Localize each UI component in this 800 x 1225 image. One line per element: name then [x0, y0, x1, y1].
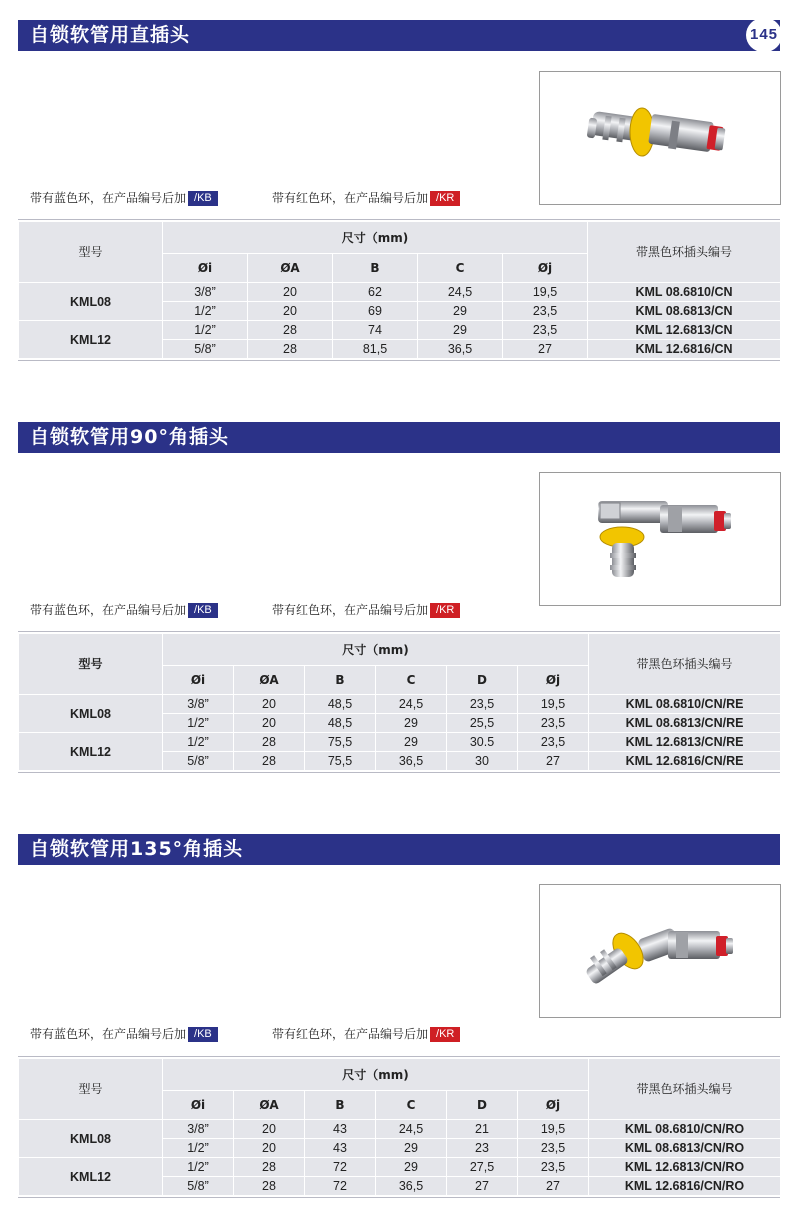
header-model: 型号: [19, 222, 163, 283]
section-title: 自锁软管用90°角插头: [30, 426, 229, 448]
dimension-cell: 3/8”: [163, 283, 248, 302]
section-title: 自锁软管用135°角插头: [30, 838, 244, 860]
dimension-cell: 29: [376, 714, 447, 733]
dimension-cell: 28: [248, 321, 333, 340]
dimension-cell: 23,5: [503, 302, 588, 321]
dimension-cell: 75,5: [305, 752, 376, 771]
header-dimensions: 尺寸（mm): [163, 1059, 589, 1091]
dimension-cell: 48,5: [305, 695, 376, 714]
dimension-cell: 27,5: [447, 1158, 518, 1177]
dimension-cell: 21: [447, 1120, 518, 1139]
dimension-cell: 29: [418, 302, 503, 321]
dimension-cell: 27: [518, 752, 589, 771]
column-header: Øi: [163, 1091, 234, 1120]
table-header-row: [19, 634, 781, 666]
spec-table: [18, 221, 781, 359]
product-code-cell: KML 12.6816/CN/RO: [589, 1177, 781, 1196]
elbow-90-connector-photo-icon: [540, 473, 780, 605]
dimension-cell: 29: [376, 1139, 447, 1158]
tag-kb: /KB: [188, 1027, 218, 1042]
table-top-rule: [18, 631, 780, 632]
product-code-cell: KML 08.6813/CN: [588, 302, 781, 321]
dimension-cell: 36,5: [418, 340, 503, 359]
dimension-cell: 19,5: [518, 1120, 589, 1139]
tag-kb: /KB: [188, 191, 218, 206]
dimension-cell: 1/2”: [163, 1139, 234, 1158]
dimension-cell: 28: [248, 340, 333, 359]
dimension-cell: 3/8”: [163, 1120, 234, 1139]
product-code-cell: KML 08.6813/CN/RE: [589, 714, 781, 733]
header-code: 带黑色环插头编号: [589, 1059, 781, 1120]
product-photo-frame: [539, 71, 781, 205]
dimension-cell: 29: [418, 321, 503, 340]
column-header: C: [376, 666, 447, 695]
model-cell: KML12: [19, 1158, 163, 1196]
dimension-cell: 72: [305, 1158, 376, 1177]
dimension-cell: 23: [447, 1139, 518, 1158]
dimension-cell: 25,5: [447, 714, 518, 733]
note-blue-ring: [30, 1025, 218, 1043]
table-top-rule: [18, 1056, 780, 1057]
product-code-cell: KML 08.6810/CN/RE: [589, 695, 781, 714]
product-code-cell: KML 08.6813/CN/RO: [589, 1139, 781, 1158]
table-bottom-rule: [18, 1197, 780, 1198]
dimension-cell: 5/8”: [163, 1177, 234, 1196]
product-code-cell: KML 12.6813/CN: [588, 321, 781, 340]
dimension-cell: 74: [333, 321, 418, 340]
header-code: 带黑色环插头编号: [589, 634, 781, 695]
dimension-cell: 20: [234, 714, 305, 733]
model-cell: KML12: [19, 321, 163, 359]
model-cell: KML08: [19, 695, 163, 733]
dimension-cell: 81,5: [333, 340, 418, 359]
column-header: B: [305, 666, 376, 695]
product-code-cell: KML 12.6813/CN/RE: [589, 733, 781, 752]
product-code-cell: KML 08.6810/CN: [588, 283, 781, 302]
dimension-cell: 62: [333, 283, 418, 302]
column-header: D: [447, 666, 518, 695]
product-code-cell: KML 12.6813/CN/RO: [589, 1158, 781, 1177]
dimension-cell: 36,5: [376, 1177, 447, 1196]
product-photo-frame: [539, 884, 781, 1018]
tag-kr: /KR: [430, 191, 460, 206]
dimension-cell: 5/8”: [163, 340, 248, 359]
note-red-text: 带有红色环，在产品编号后加: [272, 1027, 429, 1041]
product-code-cell: KML 08.6810/CN/RO: [589, 1120, 781, 1139]
dimension-cell: 28: [234, 1177, 305, 1196]
dimension-cell: 20: [234, 1139, 305, 1158]
dimension-cell: 1/2”: [163, 1158, 234, 1177]
dimension-cell: 30.5: [447, 733, 518, 752]
tag-kb: /KB: [188, 603, 218, 618]
dimension-cell: 27: [518, 1177, 589, 1196]
table-header-row: [19, 222, 781, 254]
model-cell: KML08: [19, 283, 163, 321]
dimension-cell: 20: [234, 1120, 305, 1139]
dimension-cell: 20: [234, 695, 305, 714]
column-header: ØA: [234, 666, 305, 695]
dimension-cell: 28: [234, 733, 305, 752]
table-bottom-rule: [18, 772, 780, 773]
dimension-cell: 43: [305, 1139, 376, 1158]
note-red-ring: [272, 189, 460, 207]
column-header: C: [376, 1091, 447, 1120]
dimension-cell: 24,5: [376, 695, 447, 714]
column-header: D: [447, 1091, 518, 1120]
note-blue-ring: [30, 189, 218, 207]
dimension-cell: 24,5: [418, 283, 503, 302]
dimension-cell: 20: [248, 302, 333, 321]
dimension-cell: 1/2”: [163, 321, 248, 340]
header-code: 带黑色环插头编号: [588, 222, 781, 283]
dimension-cell: 23,5: [503, 321, 588, 340]
straight-connector-photo-icon: [540, 72, 780, 204]
dimension-cell: 23,5: [447, 695, 518, 714]
column-header: B: [333, 254, 418, 283]
section-title-bar: [18, 834, 780, 865]
dimension-cell: 23,5: [518, 1139, 589, 1158]
column-header: C: [418, 254, 503, 283]
table-bottom-rule: [18, 360, 780, 361]
dimension-cell: 24,5: [376, 1120, 447, 1139]
tag-kr: /KR: [430, 1027, 460, 1042]
table-row: [19, 695, 781, 714]
table-row: [19, 1158, 781, 1177]
header-dimensions: 尺寸（mm): [163, 222, 588, 254]
dimension-cell: 72: [305, 1177, 376, 1196]
column-header: ØA: [248, 254, 333, 283]
table-row: [19, 283, 781, 302]
dimension-cell: 36,5: [376, 752, 447, 771]
section-title-bar: [18, 20, 780, 51]
note-blue-text: 带有蓝色环，在产品编号后加: [30, 191, 187, 205]
table-header-row: [19, 1059, 781, 1091]
product-photo-frame: [539, 472, 781, 606]
note-blue-text: 带有蓝色环，在产品编号后加: [30, 603, 187, 617]
dimension-cell: 27: [447, 1177, 518, 1196]
dimension-cell: 1/2”: [163, 714, 234, 733]
page-number: 145: [746, 18, 782, 52]
column-header: Øi: [163, 666, 234, 695]
spec-table: [18, 1058, 781, 1196]
note-red-text: 带有红色环，在产品编号后加: [272, 191, 429, 205]
column-header: ØA: [234, 1091, 305, 1120]
column-header: Øj: [518, 666, 589, 695]
dimension-cell: 19,5: [503, 283, 588, 302]
dimension-cell: 48,5: [305, 714, 376, 733]
table-row: [19, 1120, 781, 1139]
section-title: 自锁软管用直插头: [30, 24, 191, 46]
model-cell: KML12: [19, 733, 163, 771]
section-title-bar: [18, 422, 780, 453]
note-blue-ring: [30, 601, 218, 619]
dimension-cell: 23,5: [518, 714, 589, 733]
note-red-ring: [272, 1025, 460, 1043]
column-header: Øj: [518, 1091, 589, 1120]
dimension-cell: 28: [234, 752, 305, 771]
table-row: [19, 321, 781, 340]
elbow-135-connector-photo-icon: [540, 885, 780, 1017]
header-dimensions: 尺寸（mm): [163, 634, 589, 666]
note-red-text: 带有红色环，在产品编号后加: [272, 603, 429, 617]
table-top-rule: [18, 219, 780, 220]
dimension-cell: 29: [376, 1158, 447, 1177]
dimension-cell: 5/8”: [163, 752, 234, 771]
spec-table: [18, 633, 781, 771]
header-model: 型号: [19, 1059, 163, 1120]
dimension-cell: 43: [305, 1120, 376, 1139]
header-model: 型号: [19, 634, 163, 695]
column-header: Øj: [503, 254, 588, 283]
dimension-cell: 75,5: [305, 733, 376, 752]
dimension-cell: 23,5: [518, 733, 589, 752]
table-row: [19, 733, 781, 752]
product-code-cell: KML 12.6816/CN: [588, 340, 781, 359]
dimension-cell: 1/2”: [163, 733, 234, 752]
dimension-cell: 30: [447, 752, 518, 771]
column-header: Øi: [163, 254, 248, 283]
dimension-cell: 19,5: [518, 695, 589, 714]
dimension-cell: 23,5: [518, 1158, 589, 1177]
model-cell: KML08: [19, 1120, 163, 1158]
dimension-cell: 3/8”: [163, 695, 234, 714]
dimension-cell: 69: [333, 302, 418, 321]
note-blue-text: 带有蓝色环，在产品编号后加: [30, 1027, 187, 1041]
dimension-cell: 27: [503, 340, 588, 359]
column-header: B: [305, 1091, 376, 1120]
tag-kr: /KR: [430, 603, 460, 618]
dimension-cell: 20: [248, 283, 333, 302]
product-code-cell: KML 12.6816/CN/RE: [589, 752, 781, 771]
note-red-ring: [272, 601, 460, 619]
dimension-cell: 28: [234, 1158, 305, 1177]
dimension-cell: 29: [376, 733, 447, 752]
dimension-cell: 1/2”: [163, 302, 248, 321]
